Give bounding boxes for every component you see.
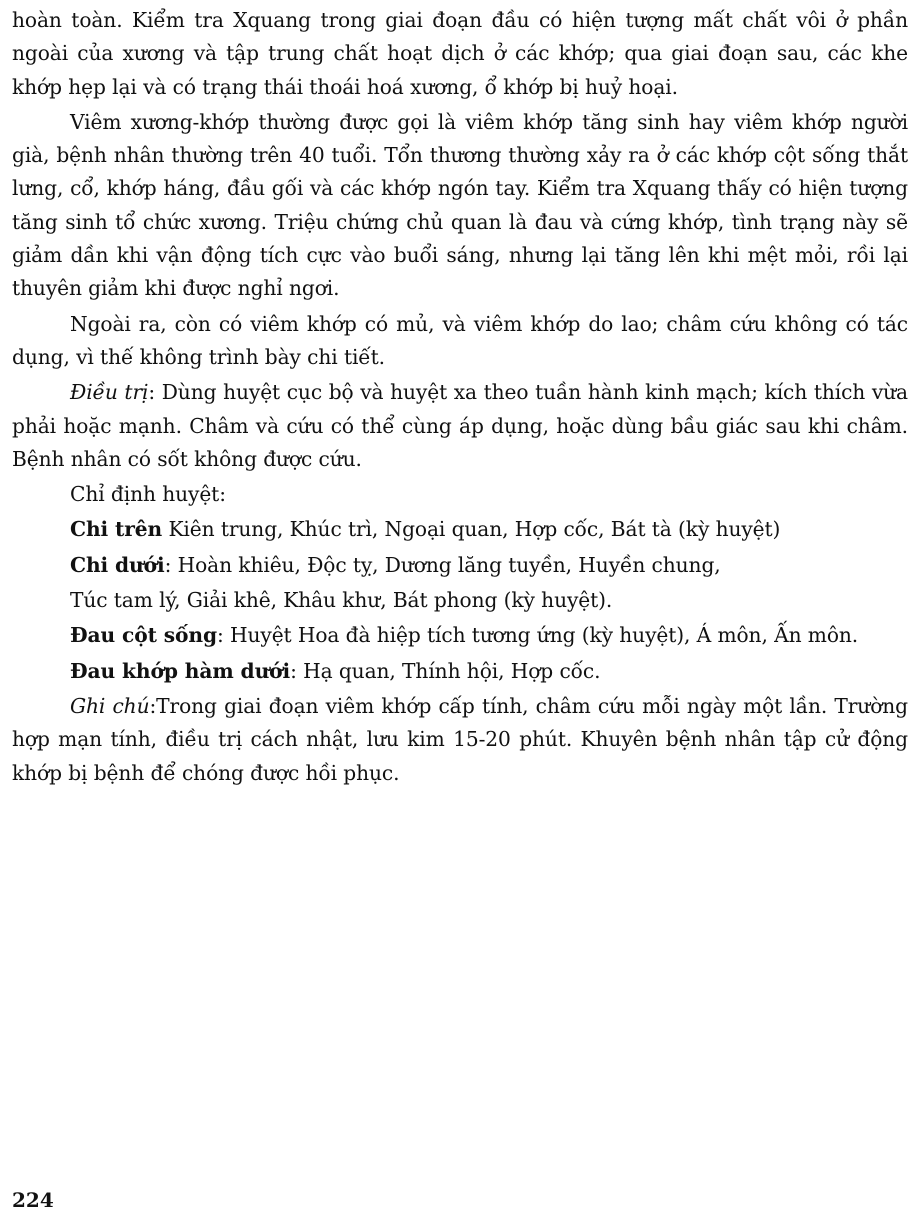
jaw-pain-text: : Hạ quan, Thính hội, Hợp cốc. [290, 658, 601, 683]
paragraph-osteoarthritis: Viêm xương-khớp thường được gọi là viêm khớp tăng sinh hay viêm khớp người già, bệnh nhân thường trên 40 tuổi. Tổn thương thường xảy ra ở các khớp cột sống thắt lưng, cổ, khớp háng, đầu gối và các khớp ngón tay. Kiểm tra Xquang thấy có hiện tượng tăng sinh tổ chức xương. Triệu chứng chủ quan là đau và cứng khớp, tình trạng này sẽ giảm dần khi vận động tích cực vào buổi sáng, nhưng lại tăng lên khi mệt mỏi, rồi lại thuyên giảm khi được nghỉ ngơi. [12, 109, 908, 301]
treatment-label: Điều trị [70, 380, 149, 405]
paragraph-points-heading: Chỉ định huyệt: [70, 482, 226, 507]
spine-pain-label: Đau cột sống [70, 623, 217, 648]
jaw-pain-label: Đau khớp hàm dưới [70, 658, 291, 683]
page-number: 224 [12, 1188, 54, 1212]
paragraph-other-arthritis: Ngoài ra, còn có viêm khớp có mủ, và viêm khớp do lao; châm cứu không có tác dụng, vì thế không trình bày chi tiết. [12, 311, 908, 369]
spine-pain-text: : Huyệt Hoa đà hiệp tích tương ứng (kỳ huyệt), Á môn, Ấn môn. [216, 623, 859, 648]
paragraph-treatment [12, 376, 908, 476]
lower-limb-label: Chi dưới [70, 552, 165, 577]
paragraph-note [12, 690, 908, 790]
note-label: Ghi chú [70, 693, 150, 718]
paragraph-xray-continuation: hoàn toàn. Kiểm tra Xquang trong giai đoạn đầu có hiện tượng mất chất vôi ở phần ngoài của xương và tập trung chất hoạt dịch ở các khớp; qua giai đoạn sau, các khe khớp hẹp lại và có trạng thái thoái hoá xương, ổ khớp bị huỷ hoại. [12, 8, 908, 99]
paragraph-jaw-pain [12, 655, 908, 688]
note-text: :Trong giai đoạn viêm khớp cấp tính, châm cứu mỗi ngày một lần. Trường hợp mạn tính, điều trị cách nhật, lưu kim 15-20 phút. Khuyên bệnh nhân tập cử động khớp bị bệnh để chóng được hồi phục. [12, 693, 908, 785]
page-body [12, 4, 908, 790]
upper-limb-label: Chi trên [70, 517, 163, 542]
paragraph-lower-limb-continued: Túc tam lý, Giải khê, Khâu khư, Bát phong (kỳ huyệt). [70, 588, 613, 613]
upper-limb-text: Kiên trung, Khúc trì, Ngoại quan, Hợp cốc, Bát tà (kỳ huyệt) [162, 517, 781, 542]
treatment-text: : Dùng huyệt cục bộ và huyệt xa theo tuần hành kinh mạch; kích thích vừa phải hoặc mạnh. Châm và cứu có thể cùng áp dụng, hoặc dùng bầu giác sau khi châm. Bệnh nhân có sốt không được cứu. [12, 380, 908, 471]
paragraph-upper-limb [12, 513, 908, 546]
paragraph-spine-pain [12, 619, 908, 652]
lower-limb-text: : Hoàn khiêu, Độc tỵ, Dương lăng tuyền, Huyền chung, [164, 552, 721, 577]
paragraph-lower-limb [12, 549, 908, 582]
